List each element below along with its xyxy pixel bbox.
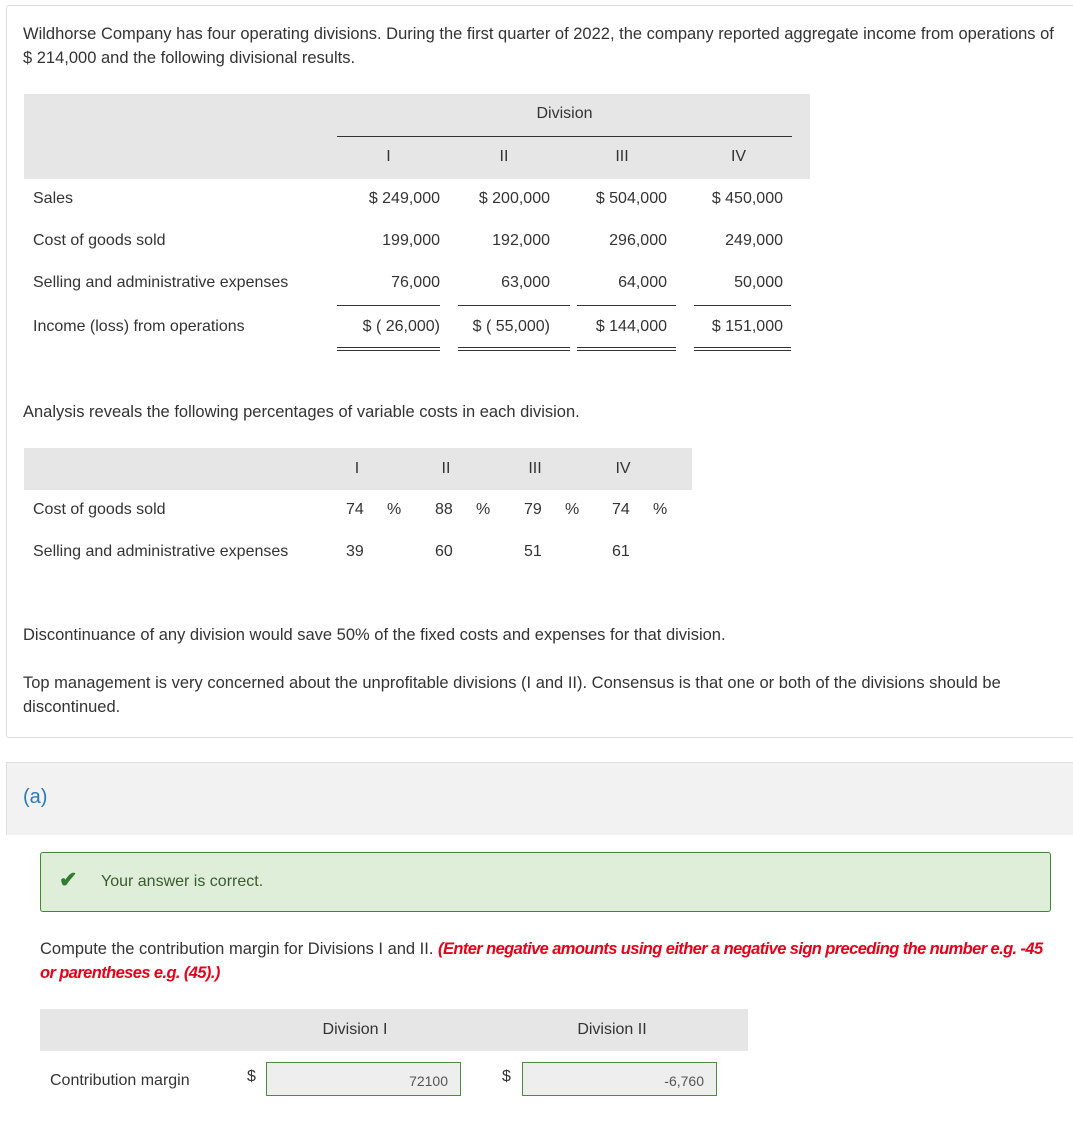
column-header-2: II — [499, 148, 509, 165]
percent-sign: % — [565, 501, 580, 518]
subtotal-rule — [337, 305, 440, 306]
row-label: Selling and administrative expenses — [33, 274, 289, 291]
contribution-margin-label: Contribution margin — [50, 1072, 190, 1089]
percent-value: 60 — [435, 543, 453, 560]
instruction-text: (Enter negative amounts using either a negative sign preceding the number e.g. -45 or parentheses e.g. (45).) — [40, 940, 1043, 982]
percent-sign: % — [653, 501, 668, 518]
division-ii-header: Division II — [577, 1021, 647, 1038]
table-cell: 76,000 — [391, 274, 440, 291]
division-group-header: Division — [536, 105, 593, 122]
percent-value: 39 — [346, 543, 364, 560]
total-double-rule — [694, 347, 791, 351]
intro-text: Wildhorse Company has four operating divisions. During the first quarter of 2022, the company reported aggregate income from operations of $ 214,000 and the following divisional results. — [23, 25, 1054, 67]
division-ii-input[interactable]: -6,760 — [522, 1062, 717, 1096]
table-cell: 192,000 — [492, 232, 550, 249]
division-i-header: Division I — [322, 1021, 388, 1038]
feedback-box — [40, 852, 1051, 912]
discontinuance-text: Discontinuance of any division would save 50% of the fixed costs and expenses for that division. — [23, 626, 726, 644]
table-cell: $ 151,000 — [711, 318, 783, 335]
question-text: Compute the contribution margin for Divisions I and II. — [40, 940, 434, 958]
table-cell: 63,000 — [501, 274, 550, 291]
table-cell: $ ( 55,000) — [472, 318, 550, 335]
division-i-input[interactable]: 72100 — [266, 1062, 461, 1096]
percent-sign: % — [387, 501, 402, 518]
row-label: Sales — [33, 190, 74, 207]
feedback-text: Your answer is correct. — [101, 873, 264, 890]
column-header-4: IV — [730, 148, 747, 165]
table-cell: 249,000 — [725, 232, 783, 249]
total-double-rule — [337, 347, 440, 351]
currency-symbol: $ — [247, 1068, 256, 1085]
question — [40, 937, 1050, 985]
percent-value: 51 — [524, 543, 542, 560]
percent-value: 79 — [524, 501, 542, 518]
subtotal-rule — [458, 305, 570, 306]
percent-value: 88 — [435, 501, 453, 518]
row-label: Cost of goods sold — [33, 501, 166, 518]
column-header-4: IV — [615, 460, 631, 477]
subtotal-rule — [577, 305, 676, 306]
header-rule — [337, 136, 792, 137]
column-header-3: III — [615, 148, 629, 165]
total-double-rule — [458, 347, 570, 351]
percent-value: 74 — [612, 501, 630, 518]
concern-text: Top management is very concerned about the unprofitable divisions (I and II). Consensus is that one or both of the divisions should be discontinued. — [23, 674, 1001, 716]
table-cell: $ 450,000 — [711, 190, 783, 207]
table-cell: 64,000 — [618, 274, 667, 291]
table-cell: $ 249,000 — [368, 190, 440, 207]
table-cell: $ ( 26,000) — [362, 318, 440, 335]
percent-value: 74 — [346, 501, 364, 518]
table-cell: $ 144,000 — [595, 318, 667, 335]
row-label: Cost of goods sold — [33, 232, 166, 249]
currency-symbol: $ — [502, 1068, 511, 1085]
part-a-header — [6, 762, 1073, 835]
part-label: (a) — [23, 786, 48, 808]
column-header-1: I — [386, 148, 391, 165]
row-label: Income (loss) from operations — [33, 318, 245, 335]
table-cell: 296,000 — [609, 232, 667, 249]
total-double-rule — [577, 347, 676, 351]
table-cell: 199,000 — [382, 232, 440, 249]
table-cell: $ 504,000 — [595, 190, 667, 207]
percent-value: 61 — [612, 543, 630, 560]
column-header-3: III — [528, 460, 542, 477]
check-icon: ✔ — [59, 867, 78, 892]
column-header-1: I — [354, 460, 360, 477]
subtotal-rule — [694, 305, 791, 306]
percent-sign: % — [476, 501, 491, 518]
column-header-2: II — [441, 460, 451, 477]
table-cell: $ 200,000 — [478, 190, 550, 207]
table-cell: 50,000 — [734, 274, 783, 291]
analysis-text: Analysis reveals the following percentages of variable costs in each division. — [23, 403, 580, 421]
row-label: Selling and administrative expenses — [33, 543, 289, 560]
